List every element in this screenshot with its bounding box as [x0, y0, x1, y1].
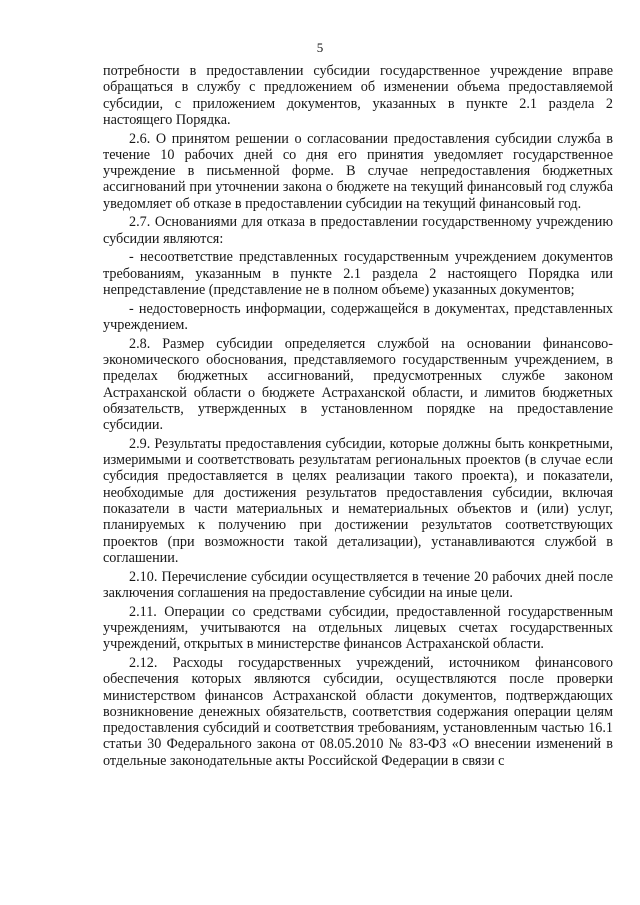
paragraph-2-11: 2.11. Операции со средствами субсидии, предоставленной государственным учреждениям, учитываются на отдельных лицевых счетах государственных учреждений, открытых в министерстве финансов Астраханской области.: [103, 603, 613, 653]
paragraph-2-12: 2.12. Расходы государственных учреждений, источником финансового обеспечения которых являются субсидии, осуществляются после проверки министерством финансов Астраханской области документов, подтверждающих возникновение денежных обязательств, соответствия содержания операции целям предоставления субсидий и соответствия требованиям, установленным частью 16.1 статьи 30 Федерального закона от 08.05.2010 № 83-ФЗ «О внесении изменений в отдельные законодательные акты Российской Федерации в связи с: [103, 654, 613, 769]
paragraph-2-9: 2.9. Результаты предоставления субсидии, которые должны быть конкретными, измеримыми и соответствовать результатам региональных проектов (в случае если субсидия предоставляется в целях реализации такого проекта), и показатели, необходимые для достижения результатов предоставления субсидии, включая показатели в части материальных и нематериальных объектов и (или) услуг, планируемых к получению при достижении результатов соответствующих проектов (при возможности такой детализации), устанавливаются службой в соглашении.: [103, 435, 613, 566]
paragraph-2-6: 2.6. О принятом решении о согласовании предоставления субсидии служба в течение 10 рабочих дней со дня его принятия уведомляет государственное учреждение в письменной форме. В случае непредоставления бюджетных ассигнований при уточнении закона о бюджете на текущий финансовый год служба уведомляет об отказе в предоставлении субсидии на текущий финансовый год.: [103, 130, 613, 212]
page-number: 5: [316, 40, 324, 55]
paragraph-2-7: 2.7. Основаниями для отказа в предоставлении государственному учреждению субсидии являются:: [103, 214, 613, 247]
document-body: [103, 63, 613, 771]
paragraph-2-8: 2.8. Размер субсидии определяется службой на основании финансово-экономического обоснования, представляемого государственным учреждением, в пределах бюджетных ассигнований, предусмотренных службе законом Астраханской области о бюджете Астраханской области, и лимитов бюджетных обязательств, утвержденных в установленном порядке на предоставление субсидии.: [103, 335, 613, 434]
list-item-nonconformity: - несоответствие представленных государственным учреждением документов требованиям, указанным в пункте 2.1 раздела 2 настоящего Порядка или непредставление (представление не в полном объеме) указанных документов;: [103, 249, 613, 299]
paragraph-continuation: потребности в предоставлении субсидии государственное учреждение вправе обращаться в службу с предложением об изменении объема предоставляемой субсидии, с приложением документов, указанных в пункте 2.1 раздела 2 настоящего Порядка.: [103, 63, 613, 128]
list-item-unreliability: - недостоверность информации, содержащейся в документах, представленных учреждением.: [103, 300, 613, 334]
paragraph-2-10: 2.10. Перечисление субсидии осуществляется в течение 20 рабочих дней после заключения соглашения на предоставление субсидии на иные цели.: [103, 568, 613, 601]
